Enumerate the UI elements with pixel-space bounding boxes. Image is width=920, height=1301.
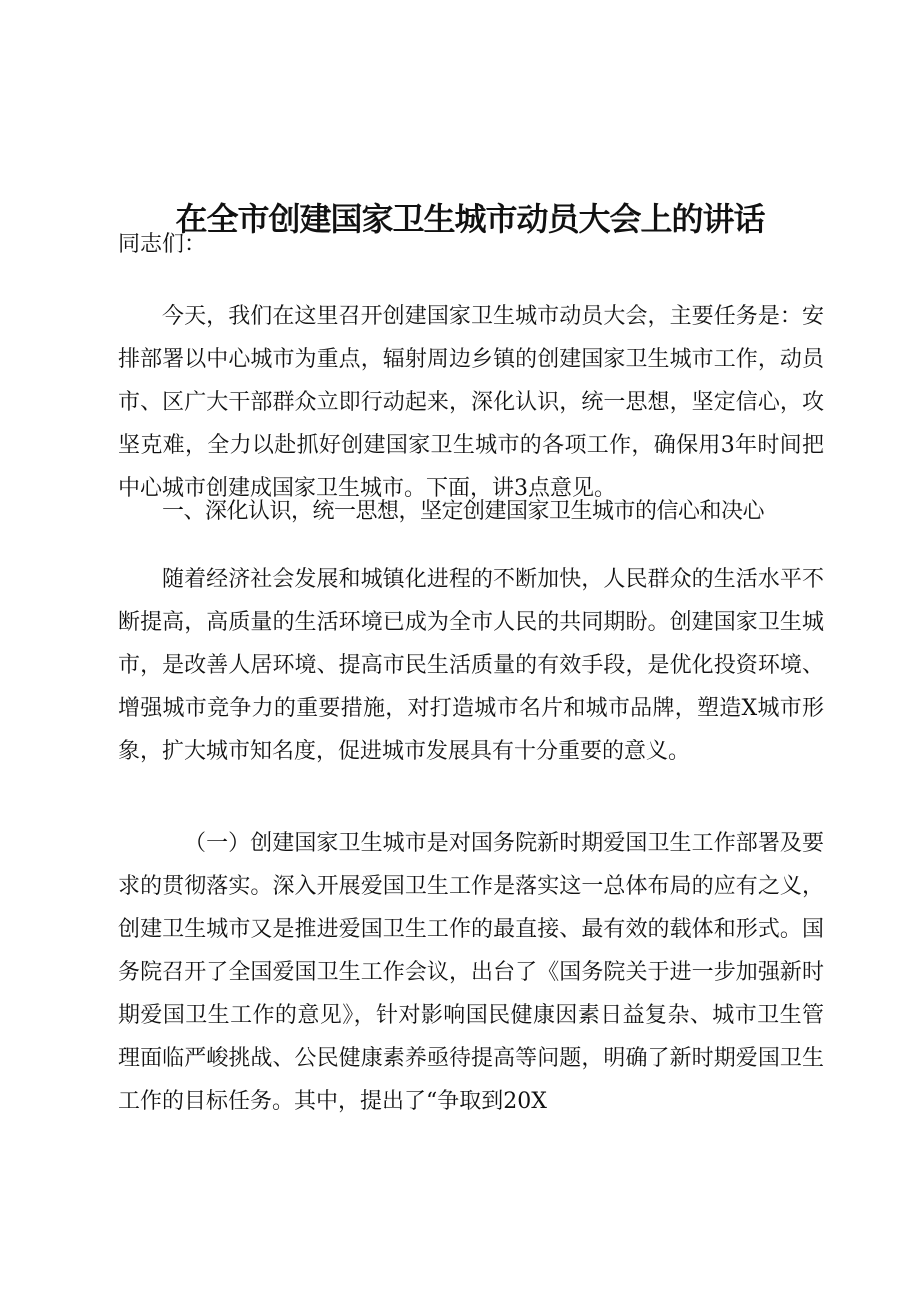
- salutation: 同志们：: [118, 232, 207, 257]
- intro-paragraph: 今天，我们在这里召开创建国家卫生城市动员大会，主要任务是：安排部署以中心城市为重点，辐射周边乡镇的创建国家卫生城市工作，动员市、区广大干部群众立即行动起来，深化认识，统一思想，坚定信心，攻坚克难，全力以赴抓好创建国家卫生城市的各项工作，确保用3年时间把中心城市创建成国家卫生城市。下面，讲3点意见。: [118, 304, 824, 501]
- section-1-paragraph: 随着经济社会发展和城镇化进程的不断加快，人民群众的生活水平不断提高，高质量的生活环境已成为全市人民的共同期盼。创建国家卫生城市，是改善人居环境、提高市民生活质量的有效手段，是优化投资环境、增强城市竞争力的重要措施，对打造城市名片和城市品牌，塑造X城市形象，扩大城市知名度，促进城市发展具有十分重要的意义。: [118, 567, 824, 764]
- document-title: 在全市创建国家卫生城市动员大会上的讲话: [175, 200, 765, 239]
- subsection-1-paragraph: （一）创建国家卫生城市是对国务院新时期爱国卫生工作部署及要求的贯彻落实。深入开展爱国卫生工作是落实这一总体布局的应有之义，创建卫生城市又是推进爱国卫生工作的最直接、最有效的载体和形式。国务院召开了全国爱国卫生工作会议，出台了《国务院关于进一步加强新时期爱国卫生工作的意见》，针对影响国民健康因素日益复杂、城市卫生管理面临严峻挑战、公民健康素养亟待提高等问题，明确了新时期爱国卫生工作的目标任务。其中，提出了“争取到20X: [118, 831, 824, 1114]
- section-heading-1: 一、深化认识，统一思想，坚定创建国家卫生城市的信心和决心: [162, 499, 765, 524]
